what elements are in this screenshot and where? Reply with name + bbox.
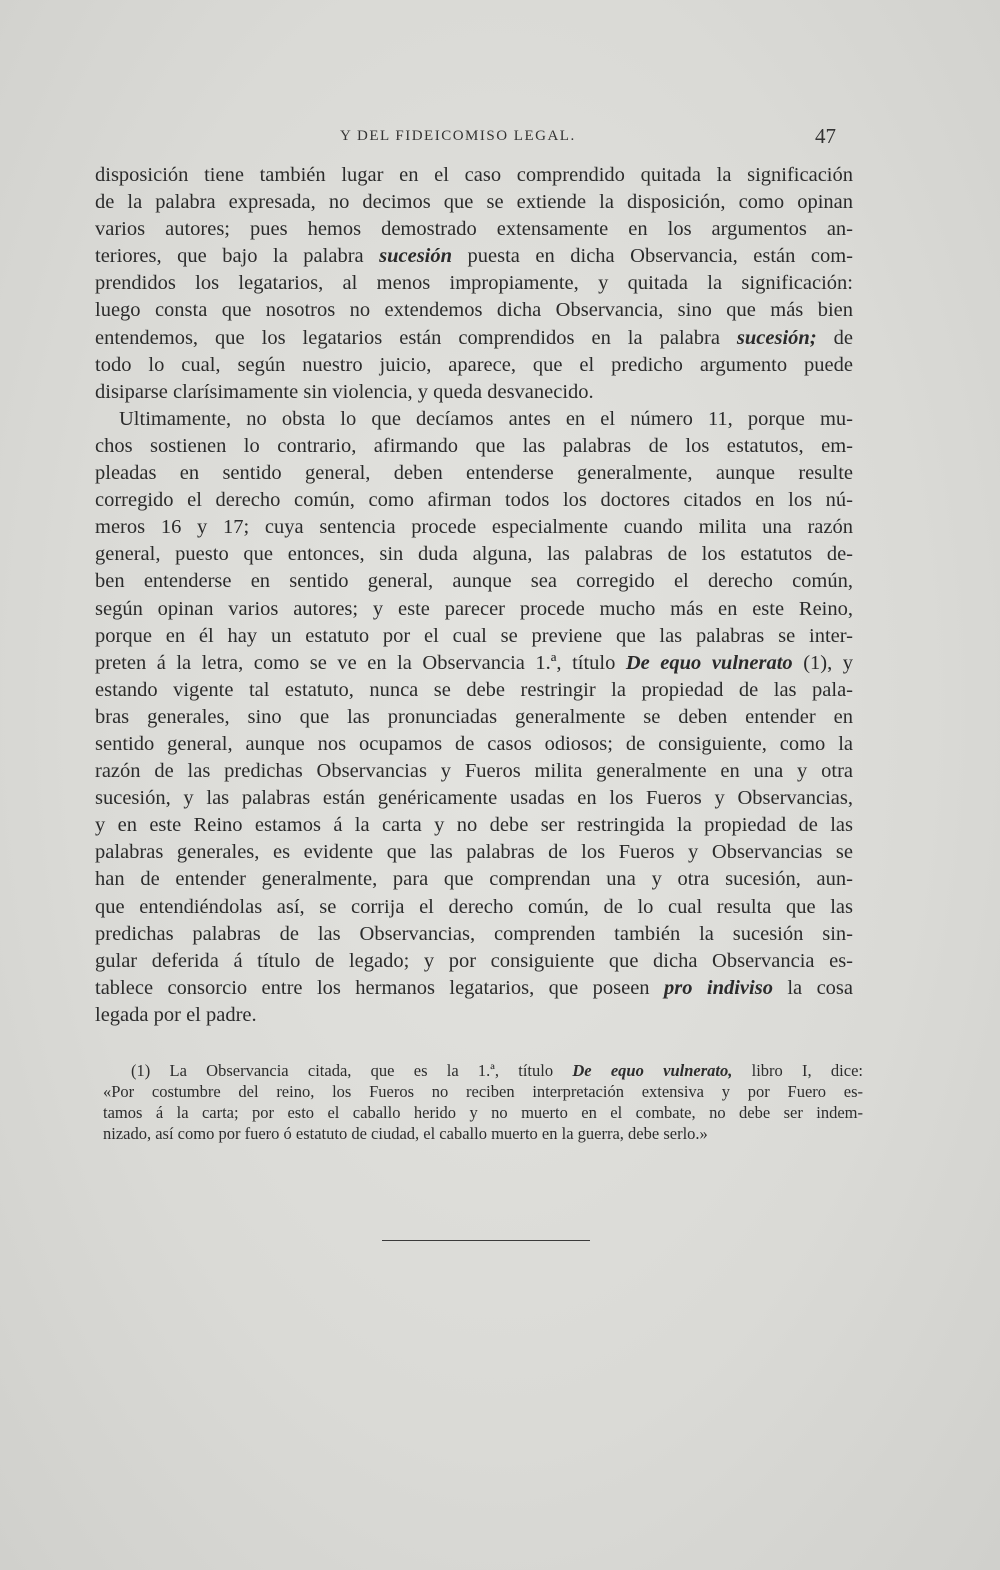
text-line: varios autores; pues hemos demostrado extensamente en los argumentos an- [95, 218, 853, 241]
text-line: Ultimamente, no obsta lo que decíamos antes en el número 11, porque mu- [119, 407, 853, 430]
text-line: disiparse clarísimamente sin violencia, y queda desvanecido. [95, 380, 594, 403]
text-line: todo lo cual, según nuestro juicio, aparece, que el predicho argumento puede [95, 353, 853, 376]
body-text [95, 162, 853, 1029]
text-line: meros 16 y 17; cuya sentencia procede especialmente cuando milita una razón [95, 516, 853, 539]
text-line: estando vigente tal estatuto, nunca se debe restringir la propiedad de las pala- [95, 678, 853, 701]
paragraph-2 [95, 406, 853, 1029]
text-line: de la palabra expresada, no decimos que se extiende la disposición, como opinan [95, 191, 853, 214]
text-line: disposición tiene también lugar en el caso comprendido quitada la significación [95, 164, 853, 186]
text-line: ben entenderse en sentido general, aunque sea corregido el derecho común, [95, 570, 853, 593]
footnote [103, 1060, 863, 1144]
text-run: la cosa [772, 976, 853, 999]
text-line: general, puesto que entonces, sin duda alguna, las palabras de los estatutos de- [95, 543, 853, 566]
italic-term: pro indiviso [663, 976, 773, 999]
text-run: de [816, 326, 853, 349]
text-line: corregido el derecho común, como afirman todos los doctores citados en los nú- [95, 489, 853, 512]
text-run: puesta en dicha Observancia, están com- [452, 245, 853, 268]
text-line: han de entender generalmente, para que comprendan una y otra sucesión, aun- [95, 868, 853, 891]
closing-rule [382, 1240, 590, 1241]
italic-term: De equo vulnerato [625, 651, 793, 674]
footnote-line: nizado, así como por fuero ó estatuto de ciudad, el caballo muerto en la guerra, debe serlo.» [103, 1124, 708, 1143]
text-line: gular deferida á título de legado; y por consiguiente que dicha Observancia es- [95, 949, 853, 972]
text-line: predichas palabras de las Observancias, comprenden también la sucesión sin- [95, 922, 853, 945]
paragraph-1 [95, 162, 853, 406]
italic-term: sucesión [379, 245, 453, 268]
footnote-line: tamos á la carta; por esto el caballo herido y no muerto en el combate, no debe ser indem- [103, 1103, 863, 1122]
text-line [95, 325, 853, 352]
text-run: teriores, que bajo la palabra [95, 245, 380, 268]
italic-term: De equo vulnerato, [572, 1061, 733, 1080]
text-line [95, 975, 853, 1002]
text-line: sucesión, y las palabras están genéricamente usadas en los Fueros y Observancias, [95, 787, 853, 810]
text-line: pleadas en sentido general, deben entenderse generalmente, aunque resulte [95, 462, 853, 485]
text-run: entendemos, que los legatarios están comprendidos en la palabra [95, 326, 737, 349]
running-head: Y DEL FIDEICOMISO LEGAL. [340, 128, 576, 144]
text-line: porque en él hay un estatuto por el cual se previene que las palabras se inter- [95, 624, 853, 647]
text-line: y en este Reino estamos á la carta y no debe ser restringida la propiedad de las [95, 814, 853, 837]
text-run: (1) La Observancia citada, que es la 1.ª, título [131, 1061, 573, 1080]
text-line: razón de las predichas Observancias y Fueros milita generalmente en una y otra [95, 760, 853, 783]
footnote-line [103, 1060, 863, 1081]
footnote-line: «Por costumbre del reino, los Fueros no reciben interpretación extensiva y por Fuero es- [103, 1082, 863, 1101]
text-line [95, 650, 853, 677]
page-number: 47 [815, 124, 836, 148]
text-line: palabras generales, es evidente que las palabras de los Fueros y Observancias se [95, 841, 853, 864]
italic-term: sucesión; [736, 326, 817, 349]
text-line: luego consta que nosotros no extendemos dicha Observancia, sino que más bien [95, 299, 853, 322]
text-run: tablece consorcio entre los hermanos legatarios, que poseen [95, 976, 664, 999]
text-line: que entendiéndolas así, se corrija el derecho común, de lo cual resulta que las [95, 895, 853, 918]
footnote-ref: (1), y [792, 651, 854, 674]
text-run: preten á la letra, como se ve en la Observancia 1.ª, título [95, 651, 626, 674]
text-line [95, 243, 853, 270]
text-run: libro I, dice: [732, 1061, 863, 1080]
text-line: prendidos los legatarios, al menos impropiamente, y quitada la significación: [95, 272, 853, 295]
text-line: según opinan varios autores; y este parecer procede mucho más en este Reino, [95, 597, 853, 620]
text-line: legada por el padre. [95, 1003, 257, 1026]
text-line: bras generales, sino que las pronunciadas generalmente se deben entender en [95, 705, 853, 728]
text-line: sentido general, aunque nos ocupamos de casos odiosos; de consiguiente, como la [95, 732, 853, 755]
text-line: chos sostienen lo contrario, afirmando que las palabras de los estatutos, em- [95, 434, 853, 457]
